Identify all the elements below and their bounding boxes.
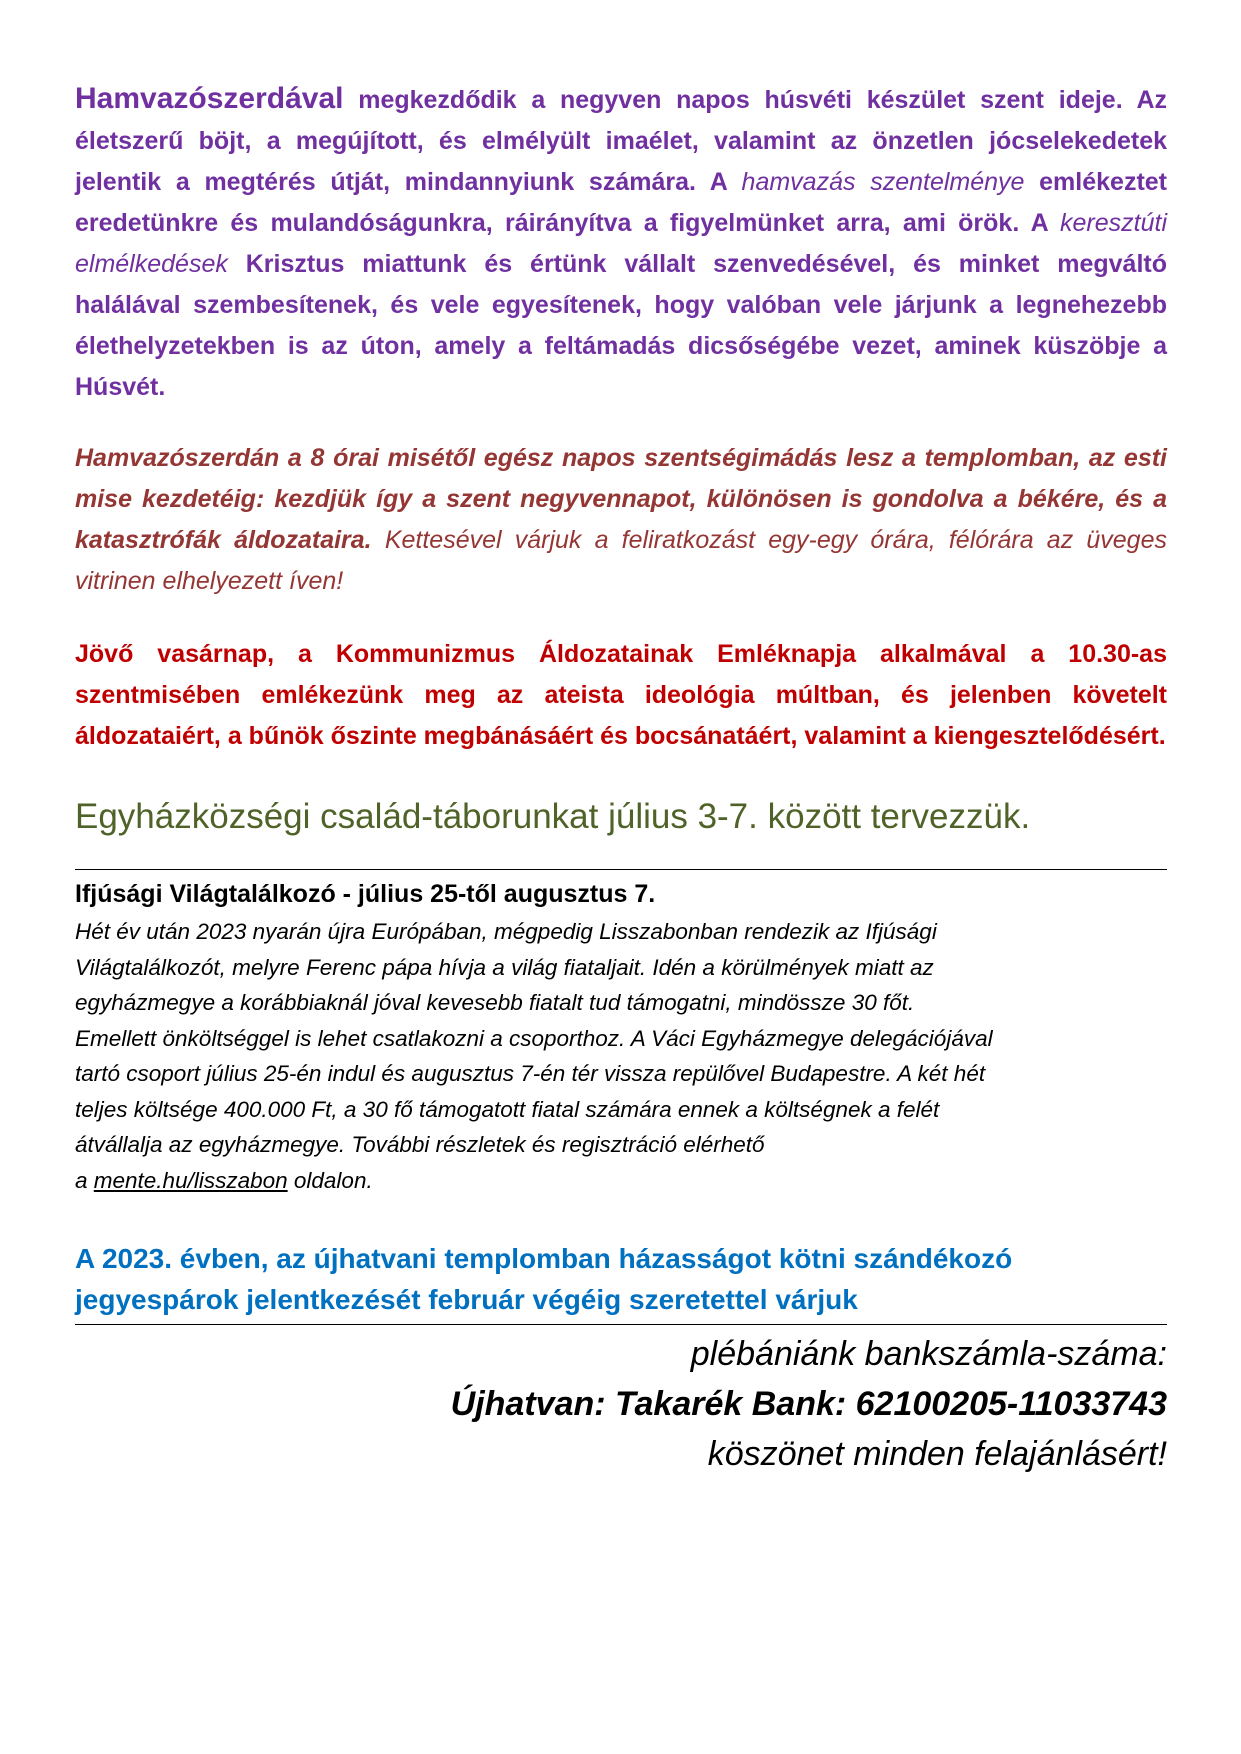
- wyd-line: Hét év után 2023 nyarán újra Európában, mégpedig Lisszabonban rendezik az Ifjúsági: [75, 919, 937, 944]
- lent-italic-2: keresztúti elmélkedések: [75, 209, 1167, 278]
- bulletin-page: [75, 78, 1167, 1479]
- lent-italic-1: hamvazás szentelménye: [741, 168, 1025, 196]
- adoration-bold: Hamvazószerdán a 8 órai misétől egész napos szentségimádás lesz a templomban, az esti mise kezdetéig: kezdjük így a szent negyvennapot, különösen is gondolva a békére, és a katasztrófák áldozataira.: [75, 444, 1167, 554]
- family-camp-announcement: Egyházközségi család-táborunkat július 3-7. között tervezzük.: [75, 797, 1031, 836]
- wyd-line: egyházmegye a korábbiaknál jóval kevesebb fiatalt tud támogatni, mindössze 30 főt.: [75, 990, 915, 1015]
- lead-word: Hamvazószerdával: [75, 82, 344, 115]
- wyd-line: Emellett önköltséggel is lehet csatlakozni a csoporthoz. A Váci Egyházmegye delegációjával: [75, 1025, 993, 1051]
- adoration-announcement: [75, 438, 1167, 602]
- thanks-text: köszönet minden felajánlásért!: [707, 1435, 1167, 1473]
- memorial-day-announcement: Jövő vasárnap, a Kommunizmus Áldozatainak Emléknapja alkalmával a 10.30-as szentmisében emlékezünk meg az ateista ideológia múltban, és jelenben követelt áldozataiért, a bűnök őszinte megbánásáért és bocsánatáért, valamint a kiengesztelődésért.: [75, 640, 1167, 750]
- wyd-link[interactable]: mente.hu/lisszabon: [93, 1167, 288, 1193]
- world-youth-day-section: [75, 869, 1167, 1198]
- bank-account-number: Újhatvan: Takarék Bank: 62100205-11033743: [450, 1385, 1167, 1423]
- wyd-title: Ifjúsági Világtalálkozó - július 25-től augusztus 7.: [75, 880, 656, 908]
- bank-account-section: [75, 1329, 1167, 1479]
- lent-text-1: megkezdődik a negyven napos húsvéti készület szent ideje. Az életszerű böjt, a megújított, és elmélyült imaélet, valamint az önzetlen jócselekedetek jelentik a megtérés útját, mindannyiunk számára. A: [75, 86, 1167, 196]
- lent-text-2: emlékeztet eredetünkre és mulandóságunkra, ráirányítva a figyelmünket arra, ami örök. A: [75, 168, 1168, 237]
- wyd-line: Világtalálkozót, melyre Ferenc pápa hívja a világ fiataljait. Idén a körülmények miatt az: [75, 954, 934, 980]
- wyd-last-suffix: oldalon.: [287, 1167, 373, 1193]
- wedding-announcement: A 2023. évben, az újhatvani templomban házasságot kötni szándékozó jegyespárok jelentkezését február végéig szeretettel várjuk: [75, 1238, 1167, 1325]
- wyd-line: átvállalja az egyházmegye. További részletek és regisztráció elérhető: [75, 1132, 765, 1157]
- wyd-line: teljes költsége 400.000 Ft, a 30 fő támogatott fiatal számára ennek a költségnek a felét: [75, 1096, 940, 1122]
- wyd-line: tartó csoport július 25-én indul és augusztus 7-én tér vissza repülővel Budapestre. A két hét: [75, 1061, 986, 1086]
- adoration-rest: Kettesével várjuk a feliratkozást egy-egy órára, félórára az üveges vitrinen elhelyezett íven!: [75, 526, 1167, 595]
- lent-announcement: [75, 78, 1167, 408]
- wyd-text: [75, 914, 1167, 1198]
- wyd-last-prefix: a: [75, 1167, 94, 1193]
- lent-text-3: Krisztus miattunk és értünk vállalt szenvedésével, és minket megváltó halálával szembesítenek, és vele egyesítenek, hogy valóban vele járjunk a legnehezebb élethelyzetekben is az úton, amely a feltámadás dicsőségébe vezet, aminek küszöbje a Húsvét.: [75, 250, 1167, 401]
- bank-label: plébániánk bankszámla-száma:: [690, 1335, 1167, 1373]
